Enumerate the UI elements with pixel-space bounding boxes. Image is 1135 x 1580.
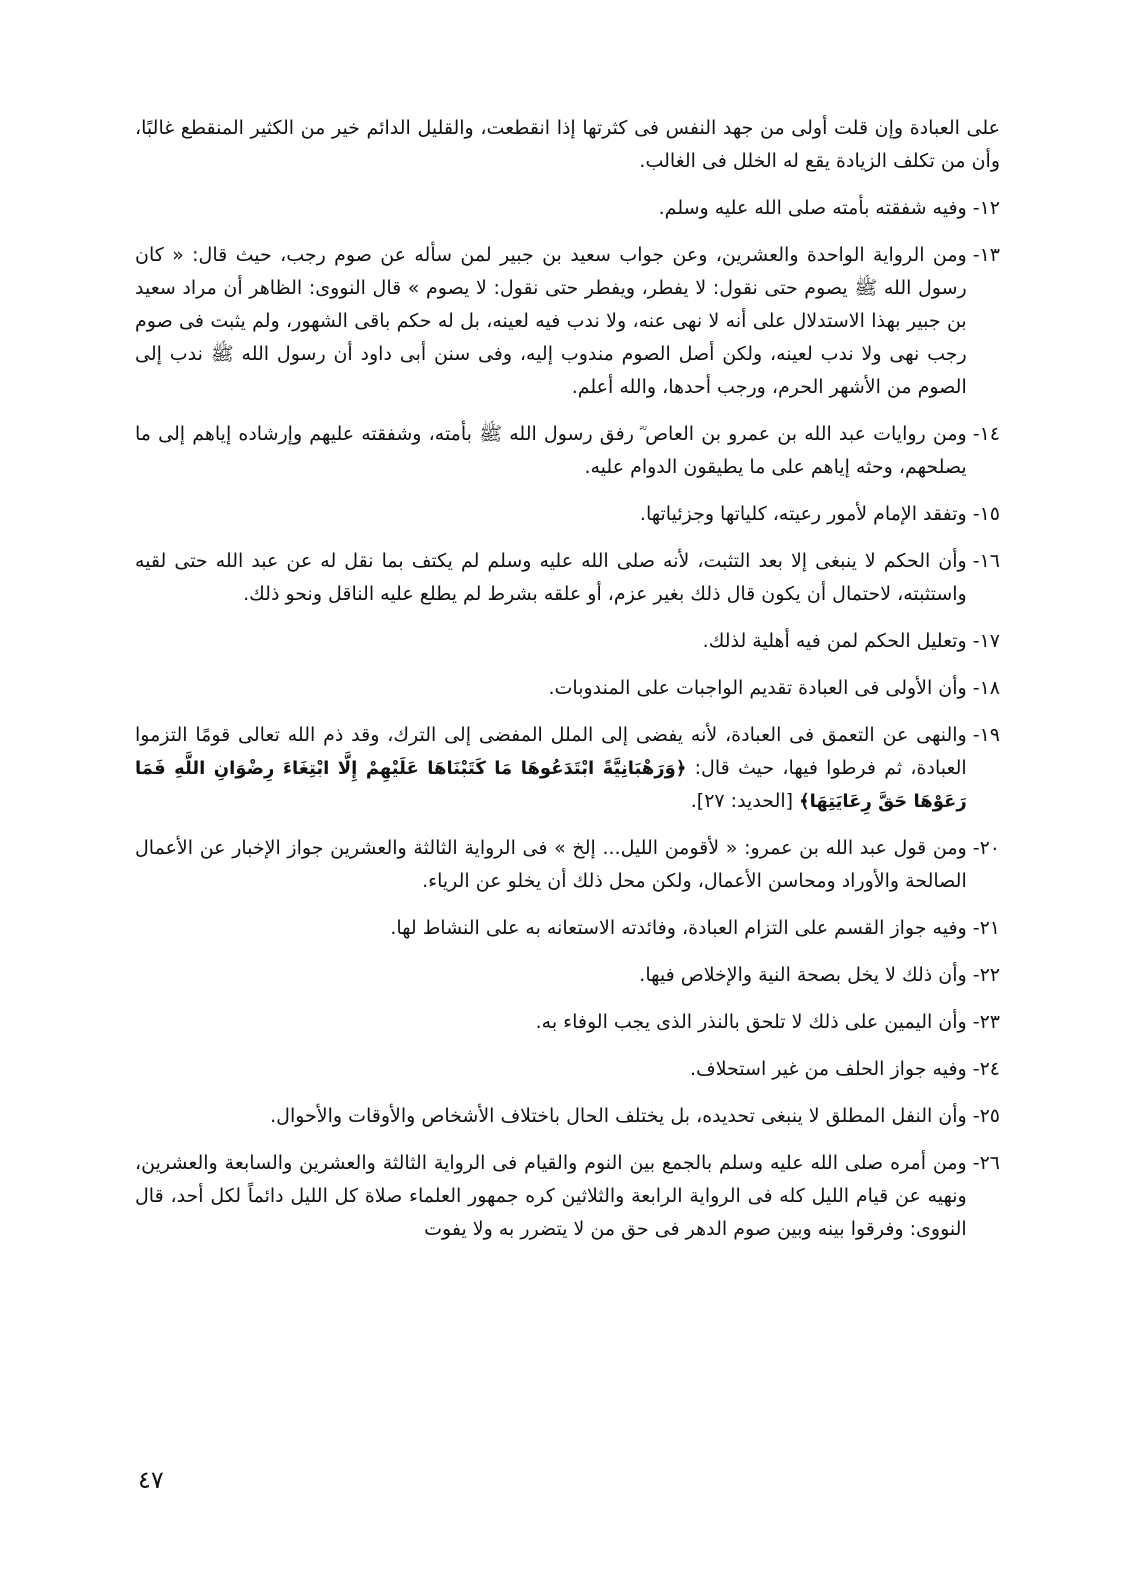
item-text: وتعليل الحكم لمن فيه أهلية لذلك. — [702, 630, 967, 652]
item-text — [135, 719, 967, 818]
list-item-26 — [135, 1147, 1000, 1246]
item-number: ١٤- — [972, 423, 1000, 445]
item-text: وتفقد الإمام لأمور رعيته، كلياتها وجزئياتها. — [639, 503, 967, 525]
item-text: وفيه جواز القسم على التزام العبادة، وفائدته الاستعانه به على النشاط لها. — [390, 917, 967, 939]
list-item-14 — [135, 418, 1000, 484]
item-number: ١٩- — [972, 724, 1000, 746]
list-item-12 — [135, 192, 1000, 225]
item-number: ٢٥- — [972, 1105, 1000, 1127]
item-number: ٢٠- — [972, 837, 1000, 859]
item-number: ١٧- — [972, 630, 1000, 652]
item-number: ٢٣- — [972, 1011, 1000, 1033]
list-item-22 — [135, 959, 1000, 992]
item-text: ومن الرواية الواحدة والعشرين، وعن جواب سعيد بن جبير لمن سأله عن صوم رجب، حيث قال: « كان رسول الله ﷺ يصوم حتى نقول: لا يفطر، ويفطر حتى نقول: لا يصوم » قال النووى: الظاهر أن مراد سعيد بن جبير بهذا الاستدلال على أنه لا نهى عنه، ولا ندب فيه لعينه، بل له حكم باقى الشهور، ولم يثبت فى صوم رجب نهى ولا ندب لعينه، ولكن أصل الصوم مندوب إليه، وفى سنن أبى داود أن رسول الله ﷺ ندب إلى الصوم من الأشهر الحرم، ورجب أحدها، والله أعلم. — [135, 244, 967, 398]
item-number: ٢٦- — [972, 1152, 1000, 1174]
item-text: وأن ذلك لا يخل بصحة النية والإخلاص فيها. — [639, 964, 967, 986]
verse-citation: [الحديد: ٢٧]. — [690, 790, 800, 812]
page-number: ٤٧ — [138, 1466, 164, 1494]
item-text: وفيه شفقته بأمته صلى الله عليه وسلم. — [658, 197, 967, 219]
item-number: ١٨- — [972, 677, 1000, 699]
list-item-21 — [135, 912, 1000, 945]
intro-paragraph: على العبادة وإن قلت أولى من جهد النفس فى كثرتها إذا انقطعت، والقليل الدائم خير من الكثير المنقطع غالبًا، وأن من تكلف الزيادة يقع له الخلل فى الغالب. — [135, 117, 1000, 172]
item-text: وأن الأولى فى العبادة تقديم الواجبات على المندوبات. — [548, 677, 967, 699]
item-number: ٢١- — [972, 917, 1000, 939]
item-text: وأن الحكم لا ينبغى إلا بعد التثبت، لأنه صلى الله عليه وسلم لم يكتف بما نقل له عن عبد الله حتى لقيه واستثبته، لاحتمال أن يكون قال ذلك بغير عزم، أو علقه بشرط لم يطلع عليه الناقل ونحو ذلك. — [135, 550, 967, 605]
list-item-23 — [135, 1006, 1000, 1039]
list-item-20 — [135, 832, 1000, 898]
page-content — [135, 112, 1000, 1260]
item-number: ١٦- — [972, 550, 1000, 572]
list-item-18 — [135, 672, 1000, 705]
item-text: وأن النفل المطلق لا ينبغى تحديده، بل يختلف الحال باختلاف الأشخاص والأوقات والأحوال. — [270, 1105, 967, 1127]
item-text: ومن أمره صلى الله عليه وسلم بالجمع بين النوم والقيام فى الرواية الثالثة والعشرين والسابعة والعشرين، ونهيه عن قيام الليل كله فى الرواية الرابعة والثلاثين كره جمهور العلماء صلاة كل الليل دائماً لكل أحد، قال النووى: وفرقوا بينه وبين صوم الدهر فى حق من لا يتضرر به ولا يفوت — [135, 1152, 967, 1240]
quran-verse: ﴿وَرَهْبَانِيَّةً ابْتَدَعُوهَا مَا كَتَبْنَاهَا عَلَيْهِمْ إِلَّا ابْتِغَاءَ رِضْوَانِ اللَّهِ فَمَا رَعَوْهَا حَقَّ رِعَايَتِهَا﴾ — [135, 758, 967, 812]
list-item-15 — [135, 498, 1000, 531]
item-text: ومن قول عبد الله بن عمرو: « لأقومن الليل... إلخ » فى الرواية الثالثة والعشرين جواز الإخبار عن الأعمال الصالحة والأوراد ومحاسن الأعمال، ولكن محل ذلك أن يخلو عن الرياء. — [135, 837, 967, 892]
item-number: ١٢- — [972, 197, 1000, 219]
item-text: ومن روايات عبد الله بن عمرو بن العاص ؓ رفق رسول الله ﷺ بأمته، وشفقته عليهم وإرشاده إياهم إلى ما يصلحهم، وحثه إياهم على ما يطيقون الدوام عليه. — [135, 423, 967, 478]
list-item-19 — [135, 719, 1000, 818]
list-item-25 — [135, 1100, 1000, 1133]
item-text: وفيه جواز الحلف من غير استحلاف. — [689, 1058, 967, 1080]
item-number: ٢٢- — [972, 964, 1000, 986]
list-item-16 — [135, 545, 1000, 611]
list-item-24 — [135, 1053, 1000, 1086]
item-number: ٢٤- — [972, 1058, 1000, 1080]
item-text-before: والنهى عن التعمق فى العبادة، لأنه يفضى إلى الملل المفضى إلى الترك، وقد ذم الله تعالى قومًا التزموا العبادة، ثم فرطوا فيها، حيث قال: — [135, 724, 967, 779]
item-number: ١٥- — [972, 503, 1000, 525]
item-number: ١٣- — [972, 244, 1000, 266]
item-text: وأن اليمين على ذلك لا تلحق بالنذر الذى يجب الوفاء به. — [535, 1011, 967, 1033]
list-item-17 — [135, 625, 1000, 658]
list-item-13 — [135, 239, 1000, 404]
